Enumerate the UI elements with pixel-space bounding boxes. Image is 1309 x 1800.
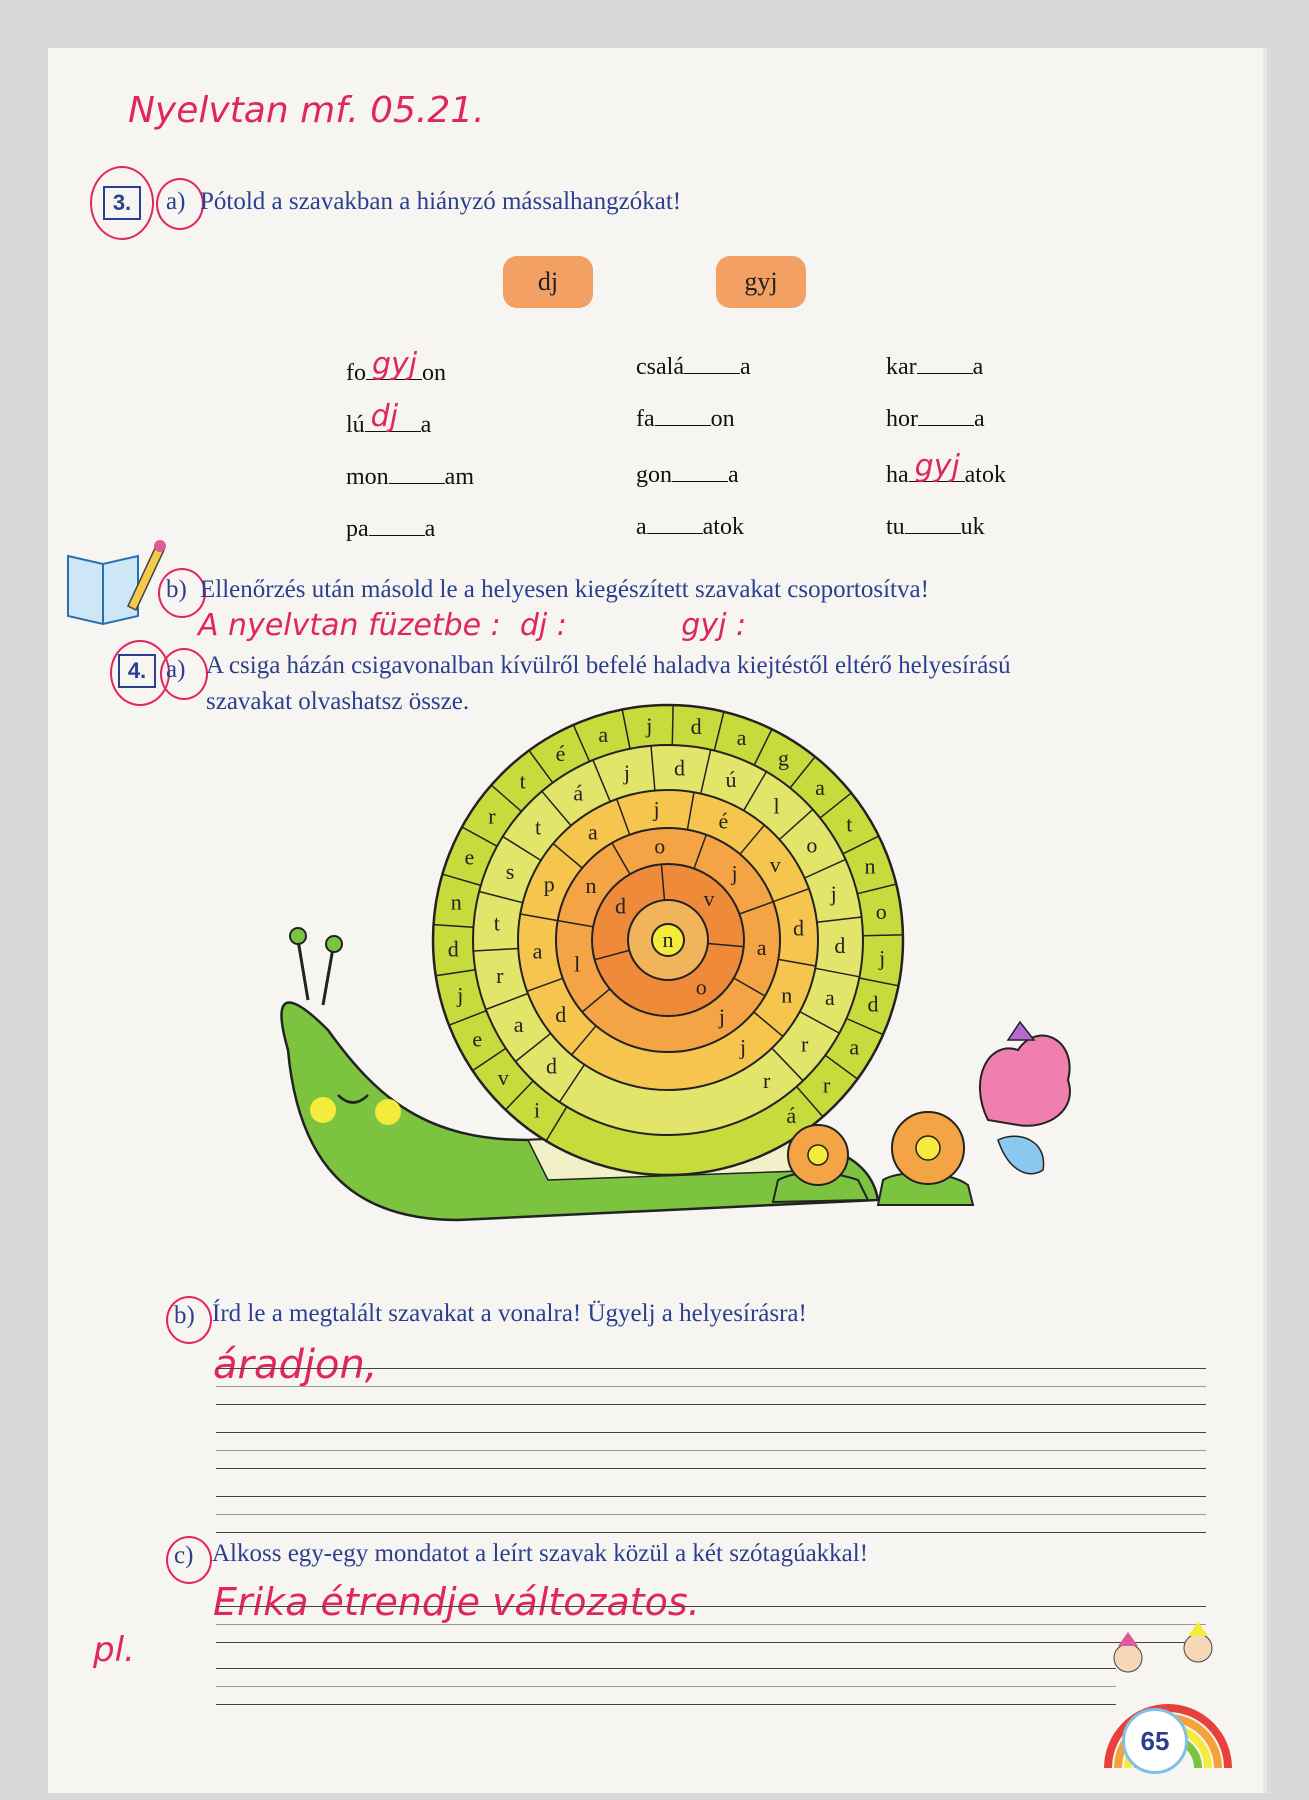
- snail-letter: a: [815, 775, 825, 800]
- pill-gyj: gyj: [716, 256, 806, 308]
- snail-cell-divider: [863, 935, 903, 936]
- snail-letter: i: [534, 1097, 541, 1123]
- snail-letter: j: [653, 796, 660, 822]
- snail-letter: a: [588, 819, 598, 845]
- snail-letter: o: [654, 833, 666, 859]
- task4-b-answer: áradjon,: [213, 1342, 378, 1388]
- snail-shell: [433, 705, 903, 1175]
- snail-letter: o: [875, 898, 887, 924]
- snail-letter: r: [822, 1072, 831, 1098]
- snail-letter: l: [773, 793, 780, 819]
- snail-letter: o: [806, 832, 818, 858]
- snail-letter: t: [519, 768, 526, 794]
- word-item: hor a: [886, 406, 985, 432]
- task4-c-answer: Erika étrendje változatos.: [213, 1580, 700, 1624]
- snail-cell-divider: [672, 705, 673, 745]
- word-blank[interactable]: gyj: [366, 361, 422, 380]
- snail-letter: n: [781, 982, 793, 1008]
- snail-letter: d: [793, 915, 804, 941]
- word-item: mon am: [346, 464, 474, 490]
- snail-letter: v: [497, 1065, 509, 1091]
- task3-b-marker: b): [166, 576, 187, 603]
- word-blank[interactable]: [917, 355, 973, 374]
- word-item: fa on: [636, 406, 735, 432]
- word-blank[interactable]: [389, 465, 445, 484]
- word-blank[interactable]: dj: [365, 413, 421, 432]
- snail-letter: t: [493, 910, 500, 936]
- task3-a-marker: a): [166, 188, 186, 215]
- workbook-page: [48, 48, 1263, 1793]
- snail-letter: n: [864, 853, 876, 879]
- snail-letter: d: [690, 713, 702, 739]
- snail-illustration: [228, 700, 1148, 1240]
- snail-letter: a: [598, 722, 609, 747]
- snail-letter: d: [447, 936, 459, 962]
- snail-letter: j: [830, 880, 837, 906]
- writing-line[interactable]: [216, 1450, 1206, 1451]
- word-item: lú dj a: [346, 399, 432, 438]
- word-blank[interactable]: [918, 407, 974, 426]
- word-item: kar a: [886, 354, 984, 380]
- snail-letter: n: [450, 889, 462, 915]
- task4-b-marker: b): [174, 1302, 195, 1329]
- pill-dj: dj: [503, 256, 593, 308]
- snail-letter: j: [623, 760, 630, 785]
- word-item: tu uk: [886, 514, 985, 540]
- word-item: a atok: [636, 514, 744, 540]
- snail-letter: á: [573, 780, 584, 806]
- task3-b-answer: A nyelvtan füzetbe : dj : gyj :: [198, 608, 747, 643]
- snail-letter: e: [472, 1026, 483, 1052]
- writing-line[interactable]: [216, 1514, 1206, 1515]
- word-item: fo gyj on: [346, 347, 446, 386]
- snail-letter: é: [555, 740, 566, 766]
- snail-letter: r: [488, 803, 496, 829]
- word-blank[interactable]: [655, 407, 711, 426]
- writing-line[interactable]: [216, 1704, 1116, 1705]
- snail-letter: e: [464, 844, 475, 870]
- snail-letter: j: [740, 1034, 747, 1060]
- margin-note: pl.: [93, 1630, 135, 1670]
- snail-letter: t: [846, 811, 853, 837]
- writing-line[interactable]: [216, 1532, 1206, 1533]
- snail-letter: j: [879, 945, 886, 971]
- word-blank[interactable]: [369, 517, 425, 536]
- snail-letter: v: [703, 886, 715, 911]
- word-blank[interactable]: [905, 515, 961, 534]
- snail-letter: j: [646, 712, 653, 738]
- word-item: gon a: [636, 462, 739, 488]
- writing-line[interactable]: [216, 1624, 1206, 1625]
- snail-letter: n: [662, 927, 674, 952]
- word-blank[interactable]: [684, 355, 740, 374]
- task4-number: 4.: [118, 654, 156, 688]
- snail-letter: a: [825, 985, 835, 1010]
- writing-line[interactable]: [216, 1606, 1206, 1607]
- snail-letter: j: [731, 860, 738, 886]
- snail-letter: v: [769, 851, 781, 877]
- page-number: 65: [1122, 1708, 1188, 1774]
- snail-letter: r: [763, 1067, 771, 1093]
- snail-letter: j: [457, 982, 464, 1008]
- snail-letter: a: [849, 1034, 860, 1060]
- task3-a-instruction: Pótold a szavakban a hiányzó mássalhangzókat!: [200, 188, 682, 215]
- word-blank[interactable]: [647, 515, 703, 534]
- task4-b-instruction: Írd le a megtalált szavakat a vonalra! Ügyelj a helyesírásra!: [212, 1300, 807, 1327]
- writing-line[interactable]: [216, 1642, 1206, 1643]
- snail-letter: r: [496, 962, 504, 988]
- snail-letter: d: [615, 893, 626, 919]
- writing-line[interactable]: [216, 1686, 1116, 1687]
- handwritten-title: Nyelvtan mf. 05.21.: [128, 90, 485, 131]
- snail-letter: g: [778, 745, 789, 771]
- word-blank[interactable]: gyj: [909, 463, 965, 482]
- task4-c-instruction: Alkoss egy-egy mondatot a leírt szavak közül a két szótagúakkal!: [212, 1540, 869, 1567]
- snail-letter: d: [546, 1053, 557, 1079]
- task3-b-instruction: Ellenőrzés után másold le a helyesen kiegészített szavakat csoportosítva!: [200, 576, 929, 603]
- snail-letter: p: [543, 871, 555, 897]
- task4-a-instruction-line1: A csiga házán csigavonalban kívülről befelé haladva kiejtéstől eltérő helyesírású: [206, 652, 1011, 679]
- snail-letter: a: [532, 938, 543, 964]
- writing-line[interactable]: [216, 1668, 1116, 1669]
- snail-letter: o: [695, 974, 707, 1000]
- snail-letter: d: [867, 991, 879, 1017]
- writing-line[interactable]: [216, 1496, 1206, 1497]
- snail-letter: d: [555, 1002, 567, 1028]
- snail-letter: a: [736, 725, 747, 750]
- snail-letter: á: [786, 1103, 797, 1129]
- word-item: csalá a: [636, 354, 751, 380]
- snail-letter: s: [505, 859, 515, 885]
- snail-letter: é: [718, 808, 729, 834]
- snail-letter: ú: [725, 766, 737, 792]
- word-item: ha gyj atok: [886, 449, 1006, 488]
- snail-letter: l: [574, 951, 581, 977]
- writing-line[interactable]: [216, 1386, 1206, 1387]
- writing-line[interactable]: [216, 1368, 1206, 1369]
- task3-number: 3.: [103, 186, 141, 220]
- task4-c-marker: c): [174, 1542, 194, 1569]
- writing-line[interactable]: [216, 1404, 1206, 1405]
- snail-letter: n: [585, 873, 597, 899]
- writing-line[interactable]: [216, 1468, 1206, 1469]
- word-blank[interactable]: [672, 463, 728, 482]
- snail-letter: j: [718, 1004, 725, 1029]
- task4-a-marker: a): [166, 656, 186, 683]
- snail-letter: a: [513, 1012, 524, 1038]
- snail-letter: d: [674, 755, 685, 781]
- word-item: pa a: [346, 516, 436, 542]
- notebook-pencil-icon: [58, 536, 168, 626]
- snail-letter: t: [534, 814, 542, 840]
- writing-line[interactable]: [216, 1432, 1206, 1433]
- snail-letter: r: [801, 1031, 809, 1057]
- snail-letter: d: [834, 933, 846, 959]
- task4-a-instruction-line2: szavakat olvashatsz össze.: [206, 688, 470, 715]
- snail-letter: a: [756, 935, 767, 961]
